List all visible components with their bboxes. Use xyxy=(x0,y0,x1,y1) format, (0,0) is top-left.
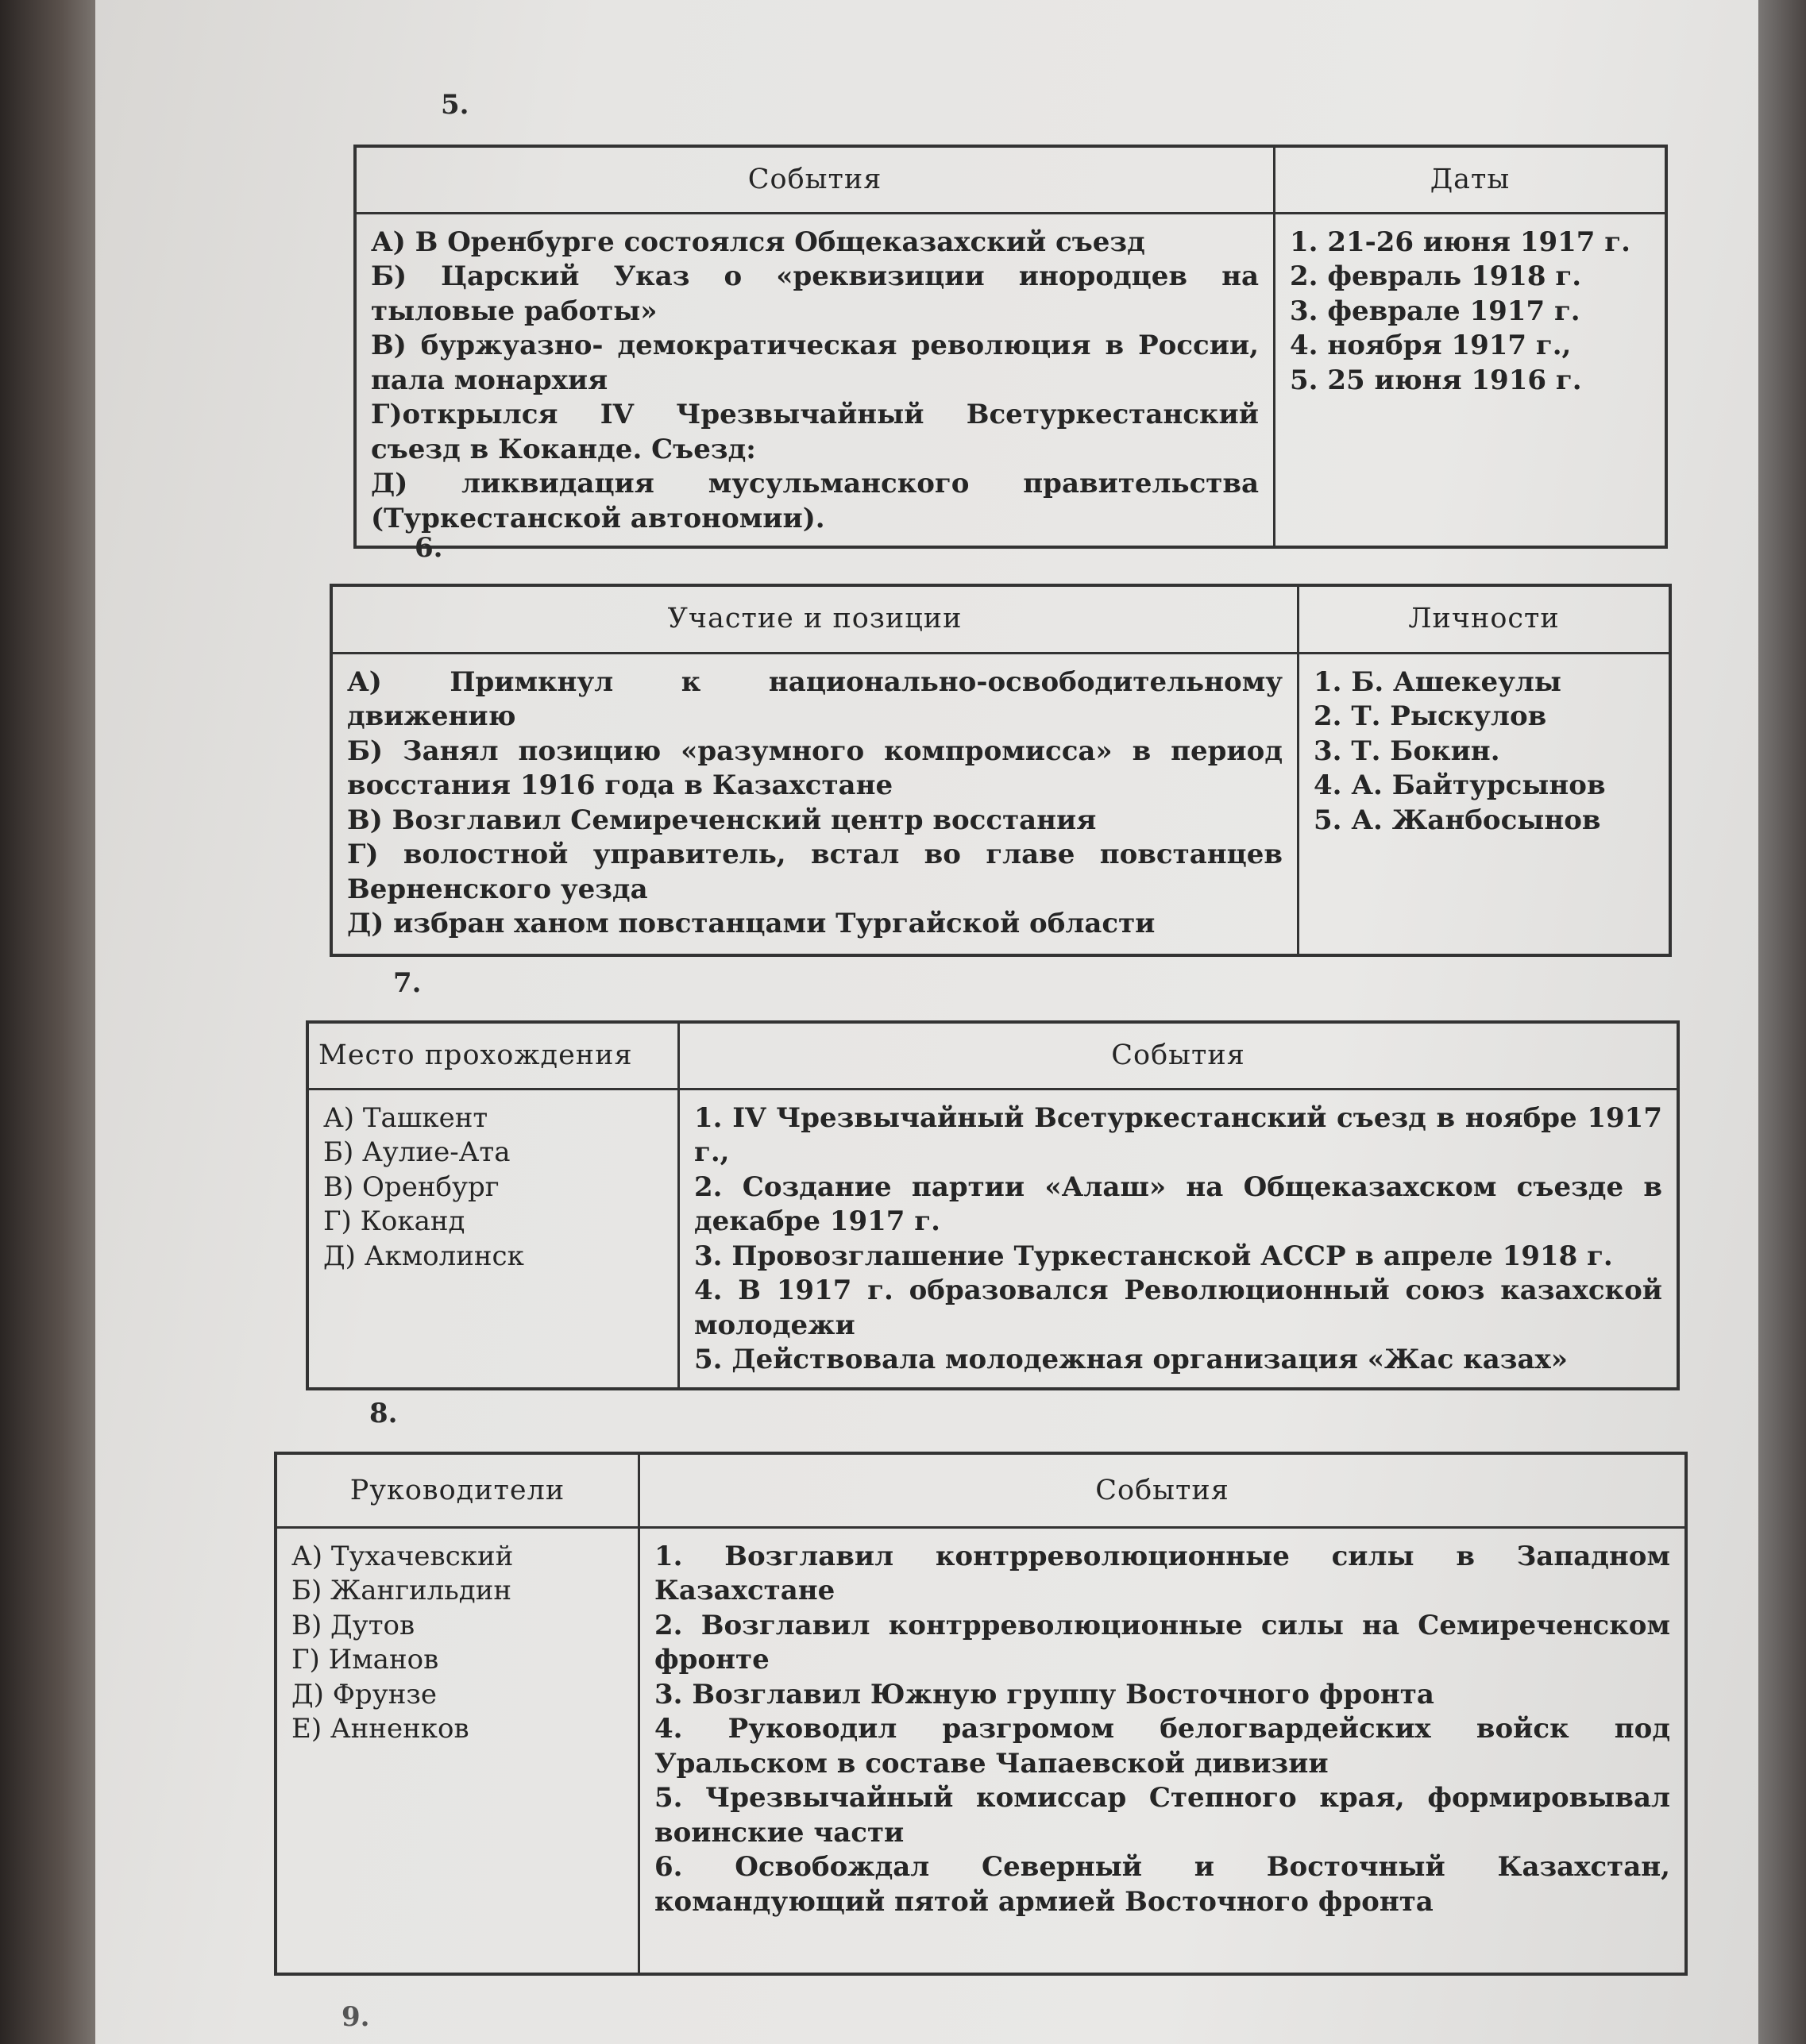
list-item: Б) Занял позицию «разумного компромисса» в период восстания 1916 года в Казахстане xyxy=(347,735,1283,802)
column-header-places: Место прохождения xyxy=(307,1022,679,1089)
matching-table-5 xyxy=(353,145,1668,549)
list-item: 5. Чрезвычайный комиссар Степного края, формировывал воинские части xyxy=(654,1782,1670,1849)
list-item: А) Ташкент xyxy=(323,1101,488,1134)
column-header-persons: Личности xyxy=(1299,585,1671,653)
list-item: 2. Т. Рыскулов xyxy=(1314,700,1547,733)
events-cell xyxy=(355,213,1275,547)
list-item: 5. 25 июня 1916 г. xyxy=(1290,364,1582,396)
list-item: Д) избран ханом повстанцами Тургайской области xyxy=(347,908,1156,940)
list-item: Г) Коканд xyxy=(323,1205,465,1238)
events-cell xyxy=(679,1089,1679,1389)
list-item: Д) ликвидация мусульманского правительства (Туркестанской автономии). xyxy=(371,468,1259,534)
list-item: Б) Аулие-Ата xyxy=(323,1136,511,1169)
list-item: 3. феврале 1917 г. xyxy=(1290,295,1580,327)
list-item: 2. февраль 1918 г. xyxy=(1290,260,1582,293)
dates-cell xyxy=(1275,213,1667,547)
list-item: Г) волостной управитель, встал во главе повстанцев Верненского уезда xyxy=(347,839,1283,905)
list-item: Д) Фрунзе xyxy=(291,1678,438,1710)
list-item: А) Тухачевский xyxy=(291,1540,514,1572)
list-item: 4. А. Байтурсынов xyxy=(1314,769,1606,802)
matching-table-8 xyxy=(274,1452,1688,1976)
list-item: 5. А. Жанбосынов xyxy=(1314,804,1601,836)
wooden-table-edge xyxy=(0,0,111,2044)
question-number-9: 9. xyxy=(342,2001,370,2033)
list-item: А) В Оренбурге состоялся Общеказахский съезд xyxy=(371,226,1145,258)
column-header-leaders: Руководители xyxy=(276,1453,639,1527)
question-number-6: 6. xyxy=(415,532,443,564)
list-item: 6. Освобождал Северный и Восточный Казахстан, командующий пятой армией Восточного фронта xyxy=(654,1851,1670,1918)
list-item: В) Возглавил Семиреченский центр восстания xyxy=(347,804,1097,836)
matching-table-6 xyxy=(330,584,1672,957)
list-item: 3. Возглавил Южную группу Восточного фронта xyxy=(654,1678,1434,1710)
list-item: 2. Создание партии «Алаш» на Общеказахском съезде в декабре 1917 г. xyxy=(694,1170,1662,1238)
list-item: 2. Возглавил контрреволюционные силы на Семиреченском фронте xyxy=(654,1609,1670,1676)
list-item: 5. Действовала молодежная организация «Жас казах» xyxy=(694,1344,1569,1376)
list-item: В) Оренбург xyxy=(323,1170,500,1203)
column-header-dates: Даты xyxy=(1275,146,1667,213)
page-right-edge xyxy=(1758,0,1806,2044)
positions-cell xyxy=(331,653,1299,955)
list-item: Д) Акмолинск xyxy=(323,1240,524,1272)
question-number-8: 8. xyxy=(369,1398,398,1429)
places-cell xyxy=(307,1089,679,1389)
matching-table-7 xyxy=(306,1020,1680,1390)
list-item: 3. Т. Бокин. xyxy=(1314,735,1500,767)
column-header-positions: Участие и позиции xyxy=(331,585,1299,653)
question-number-7: 7. xyxy=(393,967,422,999)
leaders-cell xyxy=(276,1527,639,1974)
list-item: Г) Иманов xyxy=(291,1644,439,1676)
list-item: Г)открылся IV Чрезвычайный Всетуркестанский съезд в Коканде. Съезд: xyxy=(371,399,1259,465)
column-header-events: События xyxy=(679,1022,1679,1089)
list-item: Б) Царский Указ о «реквизиции инородцев на тыловые работы» xyxy=(371,260,1259,327)
list-item: В) Дутов xyxy=(291,1609,415,1641)
column-header-events: События xyxy=(639,1453,1687,1527)
list-item: 3. Провозглашение Туркестанской АССР в апреле 1918 г. xyxy=(694,1240,1613,1272)
question-number-5: 5. xyxy=(441,89,469,121)
list-item: Б) Жангильдин xyxy=(291,1575,512,1607)
column-header-events: События xyxy=(355,146,1275,213)
persons-cell xyxy=(1299,653,1671,955)
events-cell xyxy=(639,1527,1687,1974)
list-item: 4. В 1917 г. образовался Революционный союз казахской молодежи xyxy=(694,1275,1662,1341)
list-item: 1. IV Чрезвычайный Всетуркестанский съезд в ноябре 1917 г., xyxy=(694,1101,1662,1169)
list-item: 4. Руководил разгромом белогвардейских войск под Уральском в составе Чапаевской дивизии xyxy=(654,1713,1670,1780)
list-item: 1. Возглавил контрреволюционные силы в Западном Казахстане xyxy=(654,1540,1670,1607)
list-item: В) буржуазно- демократическая революция в России, пала монархия xyxy=(371,330,1259,396)
list-item: 1. 21-26 июня 1917 г. xyxy=(1290,226,1630,258)
list-item: Е) Анненков xyxy=(291,1713,469,1745)
list-item: 1. Б. Ашекеулы xyxy=(1314,665,1561,698)
list-item: А) Примкнул к национально-освободительному движению xyxy=(347,665,1283,733)
list-item: 4. ноября 1917 г., xyxy=(1290,330,1572,362)
